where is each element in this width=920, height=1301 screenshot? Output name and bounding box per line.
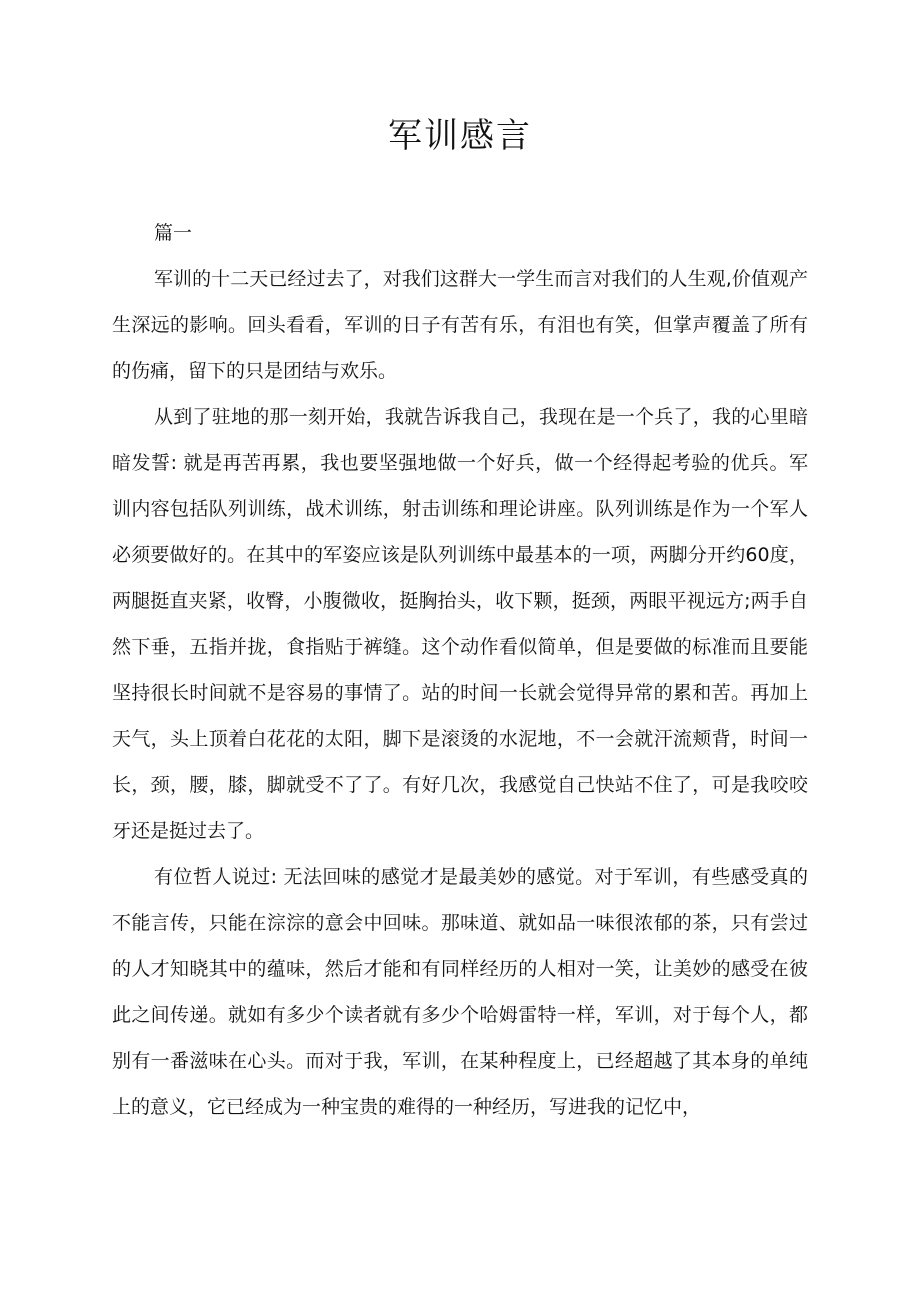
paragraph-2: 从到了驻地的那一刻开始，我就告诉我自己，我现在是一个兵了，我的心里暗暗发誓: 就是再苦再累，我也要坚强地做一个好兵，做一个经得起考验的优兵。军训内容包括队列训练，战术训练，射击训练和理论讲座。队列训练是作为一个军人必须要做好的。在其中的军姿应该是队列训练中最基本的一项，两脚分开约60度，两腿挺直夹紧，收臀，小腹微收，挺胸抬头，收下颗，挺颈，两眼平视远方;两手自然下垂，五指并拢，食指贴于裤缝。这个动作看似简单，但是要做的标准而且要能坚持很长时间就不是容易的事情了。站的时间一长就会觉得异常的累和苦。再加上天气，头上顶着白花花的太阳，脚下是滚烫的水泥地，不一会就汗流颊背，时间一长，颈，腰，膝，脚就受不了了。有好几次，我感觉自己快站不住了，可是我咬咬牙还是挺过去了。 xyxy=(112,406,808,842)
paragraph-3: 有位哲人说过: 无法回味的感觉才是最美妙的感觉。对于军训，有些感受真的不能言传，只能在淙淙的意会中回味。那味道、就如品一味很浓郁的茶，只有尝过的人才知晓其中的蕴味，然后才能和有同样经历的人相对一笑，让美妙的感受在彼此之间传递。就如有多少个读者就有多少个哈姆雷特一样，军训，对于每个人，都别有一番滋味在心头。而对于我，军训，在某种程度上，已经超越了其本身的单纯上的意义，它已经成为一种宝贵的难得的一种经历，写进我的记忆中， xyxy=(112,866,808,1118)
paragraph-1: 军训的十二天已经过去了，对我们这群大一学生而言对我们的人生观,价值观产生深远的影响。回头看看，军训的日子有苦有乐，有泪也有笑，但掌声覆盖了所有的伤痛，留下的只是团结与欢乐。 xyxy=(112,268,808,382)
section-label: 篇一 xyxy=(154,222,193,244)
document-title: 军训感言 xyxy=(388,116,532,156)
document-body xyxy=(112,210,808,1130)
